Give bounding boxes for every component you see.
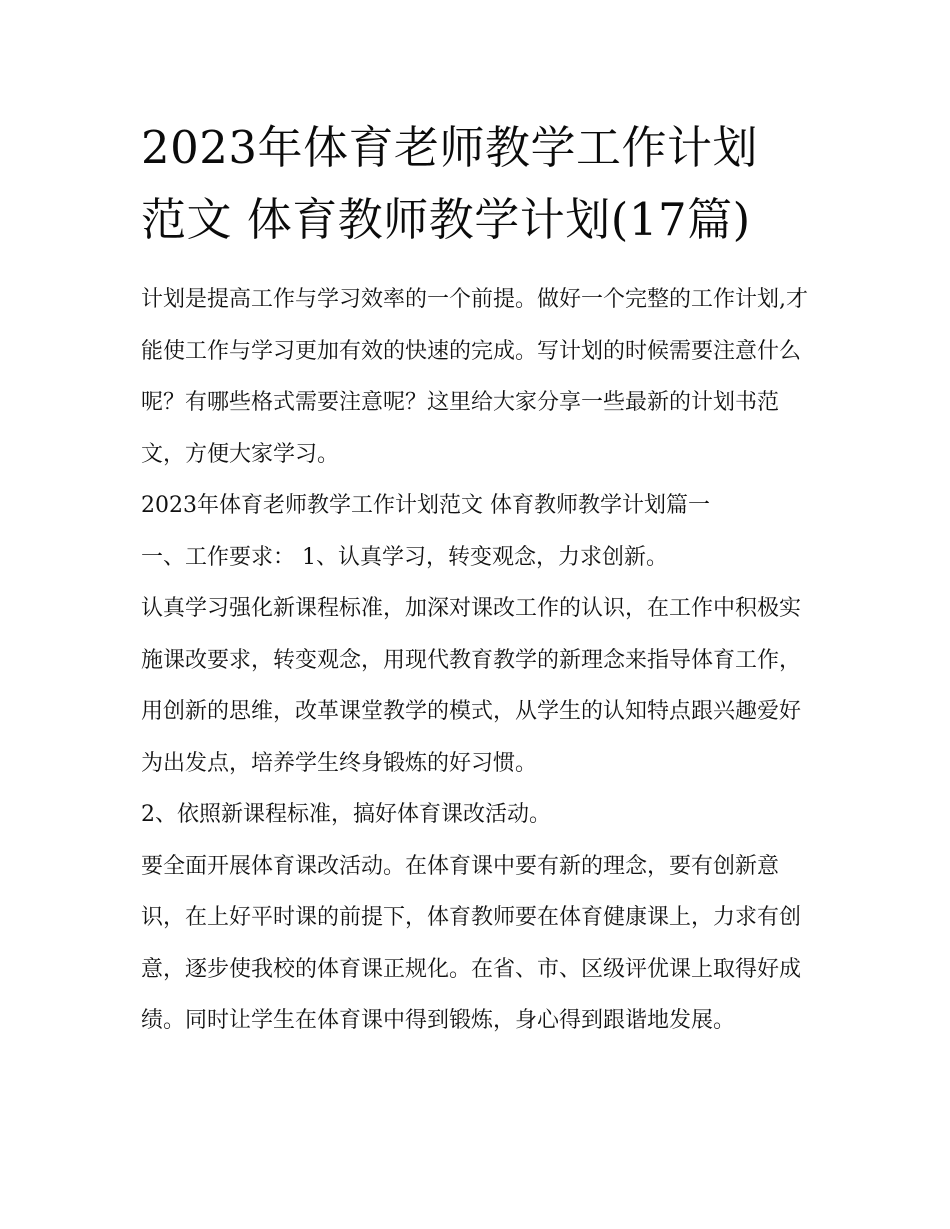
document-body <box>141 274 821 1047</box>
section-heading: 2023年体育老师教学工作计划范文 体育教师教学计划篇一 <box>141 493 710 518</box>
title-line-2: 范文 体育教师教学计划(17篇) <box>141 193 751 246</box>
requirement-1-paragraph: 认真学习强化新课程标准，加深对课改工作的认识，在工作中积极实施课改要求，转变观念，用现代教育教学的新理念来指导体育工作，用创新的思维，改革课堂教学的模式，从学生的认知特点跟兴趣爱好为出发点，培养学生终身锻炼的好习惯。 <box>141 596 802 776</box>
document-title <box>141 112 821 256</box>
requirement-2-paragraph: 要全面开展体育课改活动。在体育课中要有新的理念，要有创新意识，在上好平时课的前提下，体育教师要在体育健康课上，力求有创意，逐步使我校的体育课正规化。在省、市、区级评优课上取得好成绩。同时让学生在体育课中得到锻炼，身心得到跟谐地发展。 <box>141 853 802 1033</box>
title-line-1: 2023年体育老师教学工作计划 <box>141 121 759 174</box>
intro-paragraph: 计划是提高工作与学习效率的一个前提。做好一个完整的工作计划,才能使工作与学习更加有效的快速的完成。写计划的时候需要注意什么呢？有哪些格式需要注意呢？这里给大家分享一些最新的计划书范文，方便大家学习。 <box>141 287 808 467</box>
requirement-2-heading: 2、依照新课程标准，搞好体育课改活动。 <box>141 802 551 827</box>
work-requirements-heading: 一、工作要求： 1、认真学习，转变观念，力求创新。 <box>141 544 668 570</box>
